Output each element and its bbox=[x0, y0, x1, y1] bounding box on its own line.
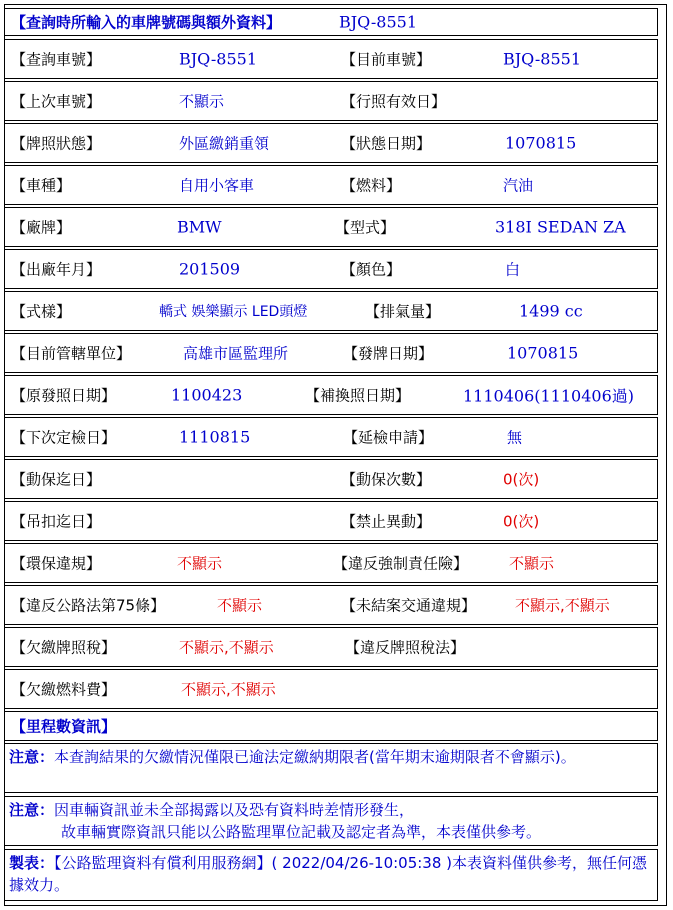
label-environmental-violation: 【環保違規】 bbox=[11, 554, 102, 573]
mileage-section-header bbox=[4, 711, 658, 741]
value-replacement-license-date: 1110406(1110406過) bbox=[463, 386, 635, 406]
label-insurance-violation: 【違反強制責任險】 bbox=[333, 554, 469, 573]
value-environmental-violation: 不顯示 bbox=[177, 554, 223, 573]
label-next-inspection: 【下次定檢日】 bbox=[11, 428, 117, 447]
label-highway-act-violation: 【違反公路法第75條】 bbox=[11, 596, 166, 615]
value-chattel-mortgage-count: 0(次) bbox=[503, 470, 540, 489]
value-style: 轎式 娛樂顯示 LED頭燈 bbox=[159, 304, 308, 320]
row-query-plate bbox=[4, 39, 658, 79]
mileage-header-label: 【里程數資訊】 bbox=[11, 717, 117, 736]
label-displacement: 【排氣量】 bbox=[365, 302, 441, 321]
row-brand bbox=[4, 207, 658, 247]
label-license-tax-violation: 【違反牌照稅法】 bbox=[345, 638, 466, 657]
value-original-license-date: 1100423 bbox=[171, 385, 243, 405]
label-query-plate: 【查詢車號】 bbox=[11, 50, 102, 69]
label-previous-plate: 【上次車號】 bbox=[11, 92, 102, 111]
note1-text: 本查詢結果的欠繳情況僅限已逾法定繳納期限者(當年期末逾期限者不會顯示)。 bbox=[54, 748, 576, 766]
footer-service-name: 【公路監理資料有償利用服務網】 bbox=[54, 854, 272, 872]
row-original-license-date bbox=[4, 375, 658, 415]
note-arrears-disclaimer bbox=[4, 743, 658, 793]
value-transfer-prohibited: 0(次) bbox=[503, 512, 540, 531]
label-inspection-extension: 【延檢申請】 bbox=[343, 428, 434, 447]
label-manufacture-date: 【出廠年月】 bbox=[11, 260, 102, 279]
label-replacement-license-date: 【補換照日期】 bbox=[305, 386, 411, 405]
value-fuel-fee-arrears: 不顯示,不顯示 bbox=[181, 680, 276, 699]
value-inspection-extension: 無 bbox=[507, 428, 523, 447]
label-transfer-prohibited: 【禁止異動】 bbox=[341, 512, 432, 531]
value-license-tax-arrears: 不顯示,不顯示 bbox=[179, 638, 274, 657]
label-color: 【顏色】 bbox=[341, 260, 402, 279]
note2-line1: 因車輛資訊並未全部揭露以及恐有資料時差情形發生， bbox=[54, 801, 415, 819]
note2-key: 注意： bbox=[9, 801, 55, 819]
value-insurance-violation: 不顯示 bbox=[509, 554, 555, 573]
row-chattel-mortgage bbox=[4, 459, 658, 499]
footer-timestamp: ( 2022/04/26-10:05:38 ) bbox=[271, 854, 453, 872]
label-issue-date: 【發牌日期】 bbox=[343, 344, 434, 363]
footer-text: 本表資料僅供參考，無任何憑據效力。 bbox=[9, 854, 648, 894]
row-vehicle-type bbox=[4, 165, 658, 205]
footer-key: 製表： bbox=[9, 854, 55, 872]
label-style: 【式樣】 bbox=[11, 302, 72, 321]
label-jurisdiction: 【目前管轄單位】 bbox=[11, 344, 132, 363]
label-chattel-mortgage-end: 【動保迄日】 bbox=[11, 470, 102, 489]
note-data-disclaimer bbox=[4, 796, 658, 846]
row-style bbox=[4, 291, 658, 331]
value-status-date: 1070815 bbox=[505, 133, 577, 153]
row-license-tax-arrears bbox=[4, 627, 658, 667]
row-manufacture-date bbox=[4, 249, 658, 289]
label-license-valid: 【行照有效日】 bbox=[341, 92, 447, 111]
label-vehicle-type: 【車種】 bbox=[11, 176, 72, 195]
label-license-tax-arrears: 【欠繳牌照稅】 bbox=[11, 638, 117, 657]
row-suspension bbox=[4, 501, 658, 541]
value-highway-act-violation: 不顯示 bbox=[217, 596, 263, 615]
label-current-plate: 【目前車號】 bbox=[341, 50, 432, 69]
label-plate-status: 【牌照狀態】 bbox=[11, 134, 102, 153]
label-suspension-end: 【吊扣迄日】 bbox=[11, 512, 102, 531]
label-chattel-mortgage-count: 【動保次數】 bbox=[341, 470, 432, 489]
label-unsettled-traffic-violation: 【未結案交通違規】 bbox=[341, 596, 477, 615]
row-fuel-fee-arrears bbox=[4, 669, 658, 709]
row-previous-plate bbox=[4, 81, 658, 121]
value-displacement: 1499 cc bbox=[519, 301, 583, 321]
value-query-plate: BJQ-8551 bbox=[179, 49, 257, 69]
value-fuel: 汽油 bbox=[503, 176, 534, 195]
value-issue-date: 1070815 bbox=[507, 343, 579, 363]
row-jurisdiction bbox=[4, 333, 658, 373]
label-fuel: 【燃料】 bbox=[341, 176, 402, 195]
value-jurisdiction: 高雄市區監理所 bbox=[183, 344, 289, 363]
value-next-inspection: 1110815 bbox=[179, 427, 251, 447]
value-manufacture-date: 201509 bbox=[179, 259, 241, 279]
value-brand: BMW bbox=[177, 217, 222, 237]
label-fuel-fee-arrears: 【欠繳燃料費】 bbox=[11, 680, 117, 699]
note2-line2: 故車輛實際資訊只能以公路監理單位記載及認定者為準，本表僅供參考。 bbox=[61, 823, 542, 841]
title-row bbox=[4, 8, 658, 36]
value-model: 318I SEDAN ZA bbox=[495, 217, 626, 237]
value-unsettled-traffic-violation: 不顯示,不顯示 bbox=[515, 596, 610, 615]
value-plate-status: 外區繳銷重領 bbox=[179, 134, 270, 153]
value-previous-plate: 不顯示 bbox=[179, 92, 225, 111]
footer-generated-by bbox=[4, 849, 658, 901]
value-current-plate: BJQ-8551 bbox=[503, 49, 581, 69]
row-next-inspection bbox=[4, 417, 658, 457]
title-label: 【查詢時所輸入的車牌號碼與額外資料】 bbox=[11, 13, 282, 32]
row-environmental-violation bbox=[4, 543, 658, 583]
title-plate: BJQ-8551 bbox=[339, 12, 417, 32]
row-plate-status bbox=[4, 123, 658, 163]
label-model: 【型式】 bbox=[335, 218, 396, 237]
label-status-date: 【狀態日期】 bbox=[341, 134, 432, 153]
label-original-license-date: 【原發照日期】 bbox=[11, 386, 117, 405]
label-brand: 【廠牌】 bbox=[11, 218, 72, 237]
value-vehicle-type: 自用小客車 bbox=[179, 176, 255, 195]
row-highway-act bbox=[4, 585, 658, 625]
value-color: 白 bbox=[505, 260, 521, 279]
note1-key: 注意： bbox=[9, 748, 55, 766]
